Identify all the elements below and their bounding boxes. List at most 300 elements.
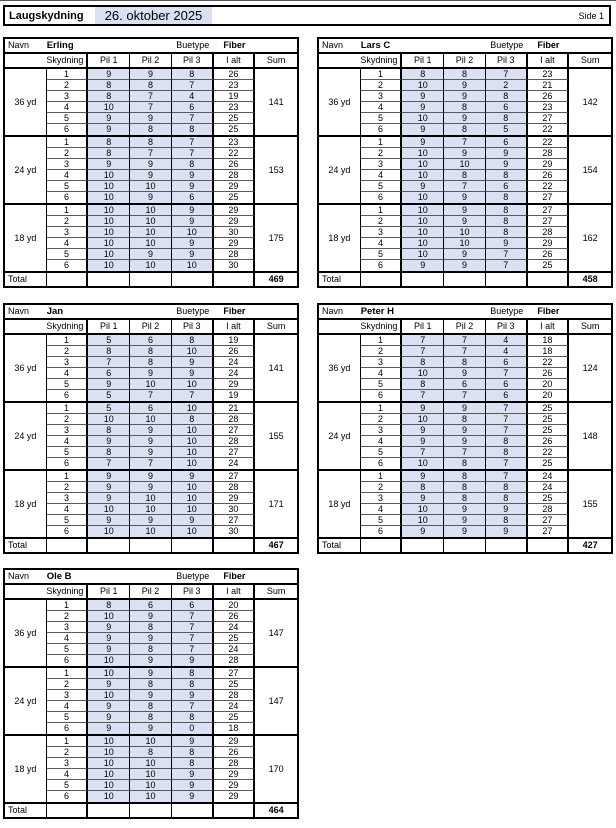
shot-number: 3 (361, 91, 403, 102)
row-total: 27 (214, 447, 256, 458)
arrow2-score: 9 (130, 192, 172, 203)
arrow3-score: 7 (172, 701, 214, 712)
arrow2-score: 10 (130, 791, 172, 802)
distance-section (5, 668, 297, 736)
arrow1-score: 9 (402, 137, 444, 148)
shot-number: 3 (47, 425, 89, 436)
arrow3-score: 6 (486, 181, 528, 192)
arrow3-score: 9 (486, 148, 528, 159)
arrow1-score: 9 (88, 701, 130, 712)
section-sum: 175 (268, 232, 284, 243)
row-total: 20 (214, 600, 256, 611)
score-table (3, 303, 299, 554)
arrow2-score: 10 (130, 780, 172, 791)
arrow1-score: 8 (88, 137, 130, 148)
arrow1-score: 10 (402, 414, 444, 425)
col-header-skydning: Skydning (319, 320, 402, 333)
row-total: 27 (528, 216, 570, 227)
shot-number: 3 (361, 493, 403, 504)
row-total: 27 (214, 425, 256, 436)
arrow2-score: 9 (130, 690, 172, 701)
distance-section (5, 600, 297, 668)
row-total: 24 (528, 482, 570, 493)
arrow2-score: 8 (444, 482, 486, 493)
arrow2-score: 9 (444, 515, 486, 526)
arrow1-score: 9 (88, 471, 130, 482)
arrow1-score: 7 (88, 357, 130, 368)
section-sum: 170 (268, 763, 284, 774)
arrow2-score: 9 (444, 80, 486, 91)
arrow1-score: 9 (402, 124, 444, 135)
arrow3-score: 7 (486, 368, 528, 379)
arrow1-score: 8 (88, 148, 130, 159)
col-header-sum: Sum (580, 55, 600, 65)
arrow2-score: 9 (444, 368, 486, 379)
arrow1-score: 6 (88, 368, 130, 379)
col-header-ialt: I alt (214, 585, 256, 598)
arrow1-score: 9 (88, 436, 130, 447)
distance-label: 36 yd (5, 69, 47, 135)
arrow2-score: 9 (444, 216, 486, 227)
arrow1-score: 7 (402, 346, 444, 357)
arrow2-score: 8 (444, 414, 486, 425)
arrow3-score: 7 (486, 414, 528, 425)
total-empty-cell (130, 804, 172, 817)
total-empty-cell (47, 539, 89, 552)
arrow2-score: 7 (444, 137, 486, 148)
total-value: 458 (582, 274, 598, 284)
shot-number: 5 (47, 644, 89, 655)
shot-number: 3 (47, 159, 89, 170)
row-total: 27 (528, 192, 570, 203)
buetype-label: Buetype (490, 306, 524, 316)
arrow3-score: 8 (486, 91, 528, 102)
arrow3-score: 7 (172, 148, 214, 159)
shot-number: 4 (47, 102, 89, 113)
shot-number: 4 (361, 436, 403, 447)
buetype-label: Buetype (176, 306, 210, 316)
arrow2-score: 9 (130, 611, 172, 622)
total-value: 467 (268, 540, 284, 550)
shot-number: 5 (361, 249, 403, 260)
sections-container (5, 69, 297, 273)
shot-number: 6 (361, 458, 403, 469)
arrow1-score: 9 (88, 633, 130, 644)
shot-number: 6 (47, 526, 89, 537)
arrow1-score: 10 (402, 249, 444, 260)
shot-number: 5 (47, 515, 89, 526)
col-header-ialt: I alt (528, 54, 570, 67)
arrow1-score: 9 (402, 425, 444, 436)
arrow3-score: 9 (172, 357, 214, 368)
arrow3-score: 8 (486, 227, 528, 238)
row-total: 27 (528, 515, 570, 526)
row-total: 29 (214, 205, 256, 216)
arrow2-score: 9 (130, 471, 172, 482)
arrow3-score: 6 (486, 357, 528, 368)
arrow2-score: 7 (130, 390, 172, 401)
arrow2-score: 9 (130, 482, 172, 493)
col-header-skydning: Skydning (5, 54, 88, 67)
row-total: 25 (528, 403, 570, 414)
distance-label: 18 yd (5, 205, 47, 271)
row-total: 22 (528, 137, 570, 148)
arrow3-score: 10 (172, 227, 214, 238)
arrow3-score: 7 (486, 471, 528, 482)
section-sum: 142 (582, 96, 598, 107)
arrow3-score: 8 (172, 124, 214, 135)
shot-number: 4 (47, 769, 89, 780)
sections-container (5, 600, 297, 804)
shot-number: 3 (361, 227, 403, 238)
arrow2-score: 8 (444, 471, 486, 482)
arrow1-score: 10 (402, 170, 444, 181)
distance-label: 36 yd (5, 335, 47, 401)
arrow2-score: 6 (130, 600, 172, 611)
arrow3-score: 7 (486, 403, 528, 414)
arrow3-score: 8 (172, 747, 214, 758)
distance-label: 24 yd (5, 403, 47, 469)
shot-number: 4 (361, 504, 403, 515)
shot-number: 1 (47, 600, 89, 611)
archer-name: Jan (46, 306, 64, 317)
arrow3-score: 8 (172, 414, 214, 425)
arrow1-score: 8 (402, 69, 444, 80)
shot-number: 3 (47, 493, 89, 504)
distance-label: 36 yd (319, 335, 361, 401)
arrow3-score: 9 (172, 368, 214, 379)
row-total: 22 (214, 148, 256, 159)
shot-number: 6 (47, 791, 89, 802)
arrow1-score: 7 (402, 335, 444, 346)
arrow3-score: 7 (172, 633, 214, 644)
arrow1-score: 10 (88, 758, 130, 769)
total-row (5, 804, 297, 817)
navn-label: Navn (322, 306, 344, 316)
total-label: Total (319, 273, 361, 286)
shot-number: 1 (47, 205, 89, 216)
table-name-row (319, 305, 611, 320)
column-header-row (5, 54, 297, 69)
arrow1-score: 5 (88, 403, 130, 414)
shot-number: 2 (361, 148, 403, 159)
shot-number: 5 (47, 447, 89, 458)
buetype-label: Buetype (176, 571, 210, 581)
shot-number: 2 (47, 414, 89, 425)
row-total: 25 (214, 712, 256, 723)
archer-name: Lars C (360, 40, 391, 51)
distance-section (5, 137, 297, 205)
shot-number: 6 (47, 260, 89, 271)
col-header-pil1: Pil 1 (88, 320, 130, 333)
arrow3-score: 6 (486, 390, 528, 401)
shot-number: 3 (361, 357, 403, 368)
distance-section (5, 736, 297, 804)
shot-number: 6 (47, 192, 89, 203)
arrow3-score: 8 (172, 758, 214, 769)
arrow3-score: 9 (486, 504, 528, 515)
row-total: 28 (214, 170, 256, 181)
shot-number: 5 (47, 379, 89, 390)
arrow2-score: 10 (130, 769, 172, 780)
arrow3-score: 4 (172, 91, 214, 102)
row-total: 24 (528, 471, 570, 482)
arrow2-score: 9 (130, 249, 172, 260)
arrow3-score: 10 (172, 425, 214, 436)
shot-number: 3 (47, 91, 89, 102)
arrow3-score: 5 (486, 124, 528, 135)
row-total: 24 (214, 368, 256, 379)
arrow1-score: 10 (88, 655, 130, 666)
row-total: 30 (214, 260, 256, 271)
arrow3-score: 8 (486, 192, 528, 203)
arrow3-score: 8 (172, 679, 214, 690)
row-total: 25 (214, 124, 256, 135)
shot-number: 2 (47, 216, 89, 227)
col-header-skydning: Skydning (319, 54, 402, 67)
arrow3-score: 7 (172, 622, 214, 633)
arrow3-score: 8 (172, 668, 214, 679)
col-header-skydning: Skydning (5, 585, 88, 598)
arrow3-score: 2 (486, 80, 528, 91)
row-total: 29 (214, 736, 256, 747)
col-header-pil3: Pil 3 (486, 54, 528, 67)
shot-number: 4 (47, 238, 89, 249)
shot-number: 3 (47, 758, 89, 769)
arrow3-score: 8 (486, 170, 528, 181)
arrow2-score: 8 (444, 493, 486, 504)
buetype-label: Buetype (490, 40, 524, 50)
shot-number: 1 (361, 471, 403, 482)
row-total: 22 (528, 124, 570, 135)
total-empty-cell (88, 539, 130, 552)
table-name-row (5, 570, 297, 585)
total-empty-cell (486, 539, 528, 552)
arrow3-score: 0 (172, 723, 214, 734)
arrow2-score: 6 (444, 379, 486, 390)
arrow1-score: 8 (88, 447, 130, 458)
arrow3-score: 7 (172, 390, 214, 401)
arrow3-score: 4 (486, 346, 528, 357)
distance-label: 36 yd (319, 69, 361, 135)
shot-number: 4 (361, 368, 403, 379)
arrow1-score: 7 (88, 458, 130, 469)
sections-container (5, 335, 297, 539)
section-sum: 147 (268, 695, 284, 706)
arrow1-score: 10 (88, 102, 130, 113)
shot-number: 3 (47, 622, 89, 633)
row-total: 29 (214, 780, 256, 791)
row-total: 19 (214, 335, 256, 346)
arrow3-score: 8 (486, 436, 528, 447)
total-empty-cell (172, 804, 214, 817)
arrow3-score: 6 (486, 379, 528, 390)
row-total: 24 (214, 458, 256, 469)
arrow1-score: 9 (88, 113, 130, 124)
distance-section (5, 403, 297, 471)
arrow1-score: 10 (88, 769, 130, 780)
col-header-pil2: Pil 2 (444, 54, 486, 67)
arrow2-score: 7 (444, 181, 486, 192)
arrow1-score: 9 (88, 712, 130, 723)
arrow2-score: 9 (444, 192, 486, 203)
total-value: 427 (582, 540, 598, 550)
arrow2-score: 10 (130, 758, 172, 769)
section-sum: 171 (268, 498, 284, 509)
shot-number: 1 (361, 137, 403, 148)
shot-number: 2 (361, 216, 403, 227)
arrow1-score: 10 (402, 148, 444, 159)
row-total: 28 (214, 655, 256, 666)
table-name-row (5, 305, 297, 320)
arrow3-score: 8 (486, 493, 528, 504)
arrow2-score: 9 (444, 249, 486, 260)
row-total: 26 (214, 159, 256, 170)
arrow3-score: 7 (172, 611, 214, 622)
arrow2-score: 10 (130, 736, 172, 747)
row-total: 28 (528, 227, 570, 238)
shot-number: 6 (361, 124, 403, 135)
row-total: 26 (528, 170, 570, 181)
shot-number: 1 (47, 668, 89, 679)
arrow3-score: 10 (172, 504, 214, 515)
arrow2-score: 8 (444, 124, 486, 135)
arrow2-score: 8 (130, 747, 172, 758)
shot-number: 2 (361, 80, 403, 91)
arrow3-score: 8 (486, 113, 528, 124)
col-header-pil2: Pil 2 (130, 585, 172, 598)
arrow2-score: 9 (130, 723, 172, 734)
score-table (3, 568, 299, 819)
shot-number: 1 (361, 403, 403, 414)
section-sum: 147 (268, 627, 284, 638)
row-total: 25 (214, 192, 256, 203)
arrow3-score: 6 (172, 600, 214, 611)
navn-label: Navn (8, 571, 30, 581)
row-total: 22 (528, 357, 570, 368)
row-total: 28 (528, 504, 570, 515)
shot-number: 5 (47, 780, 89, 791)
row-total: 28 (528, 148, 570, 159)
arrow1-score: 9 (402, 403, 444, 414)
arrow1-score: 9 (88, 124, 130, 135)
col-header-sum: Sum (266, 586, 286, 596)
row-total: 26 (214, 69, 256, 80)
archer-name: Peter H (360, 306, 394, 317)
arrow2-score: 9 (444, 148, 486, 159)
arrow1-score: 8 (402, 357, 444, 368)
shot-number: 6 (361, 192, 403, 203)
col-header-pil1: Pil 1 (88, 585, 130, 598)
shot-number: 3 (361, 159, 403, 170)
row-total: 21 (528, 80, 570, 91)
arrow1-score: 10 (88, 227, 130, 238)
total-value: 469 (268, 274, 284, 284)
distance-label: 18 yd (319, 471, 361, 537)
column-header-row (319, 54, 611, 69)
arrow1-score: 10 (402, 238, 444, 249)
arrow1-score: 9 (402, 181, 444, 192)
shot-number: 4 (47, 633, 89, 644)
row-total: 24 (214, 622, 256, 633)
arrow3-score: 9 (172, 791, 214, 802)
arrow3-score: 8 (172, 712, 214, 723)
col-header-skydning: Skydning (5, 320, 88, 333)
arrow1-score: 9 (88, 622, 130, 633)
arrow1-score: 10 (402, 205, 444, 216)
shot-number: 1 (361, 335, 403, 346)
shot-number: 5 (47, 113, 89, 124)
arrow3-score: 10 (172, 346, 214, 357)
distance-section (5, 335, 297, 403)
arrow3-score: 7 (486, 425, 528, 436)
arrow1-score: 10 (88, 192, 130, 203)
row-total: 30 (214, 526, 256, 537)
shot-number: 2 (47, 747, 89, 758)
col-header-pil2: Pil 2 (130, 320, 172, 333)
total-label: Total (5, 539, 47, 552)
column-header-row (5, 585, 297, 600)
distance-section (319, 69, 611, 137)
arrow1-score: 10 (88, 260, 130, 271)
arrow1-score: 7 (402, 390, 444, 401)
total-label: Total (319, 539, 361, 552)
arrow3-score: 9 (172, 238, 214, 249)
arrow1-score: 9 (88, 644, 130, 655)
arrow1-score: 7 (402, 447, 444, 458)
arrow2-score: 8 (444, 357, 486, 368)
arrow2-score: 10 (130, 238, 172, 249)
arrow3-score: 9 (172, 181, 214, 192)
arrow2-score: 8 (130, 701, 172, 712)
shot-number: 6 (47, 390, 89, 401)
arrow2-score: 10 (130, 526, 172, 537)
arrow2-score: 7 (444, 390, 486, 401)
arrow3-score: 10 (172, 493, 214, 504)
arrow1-score: 9 (88, 493, 130, 504)
section-sum: 148 (582, 430, 598, 441)
row-total: 19 (214, 91, 256, 102)
arrow3-score: 7 (486, 249, 528, 260)
arrow3-score: 7 (172, 137, 214, 148)
shot-number: 6 (361, 260, 403, 271)
row-total: 28 (214, 249, 256, 260)
row-total: 25 (214, 679, 256, 690)
total-row (319, 539, 611, 552)
arrow2-score: 8 (444, 458, 486, 469)
row-total: 26 (528, 368, 570, 379)
shot-number: 5 (361, 181, 403, 192)
distance-label: 18 yd (5, 736, 47, 802)
row-total: 28 (214, 436, 256, 447)
arrow2-score: 10 (444, 227, 486, 238)
shot-number: 2 (361, 482, 403, 493)
row-total: 25 (528, 414, 570, 425)
arrow3-score: 9 (172, 249, 214, 260)
arrow3-score: 7 (486, 69, 528, 80)
arrow3-score: 10 (172, 447, 214, 458)
shot-number: 4 (47, 701, 89, 712)
arrow2-score: 10 (130, 227, 172, 238)
buetype-value: Fiber (223, 571, 246, 581)
total-empty-cell (402, 273, 444, 286)
arrow2-score: 7 (130, 91, 172, 102)
row-total: 26 (528, 91, 570, 102)
row-total: 24 (214, 644, 256, 655)
arrow3-score: 6 (172, 102, 214, 113)
row-total: 24 (214, 357, 256, 368)
arrow2-score: 10 (444, 238, 486, 249)
